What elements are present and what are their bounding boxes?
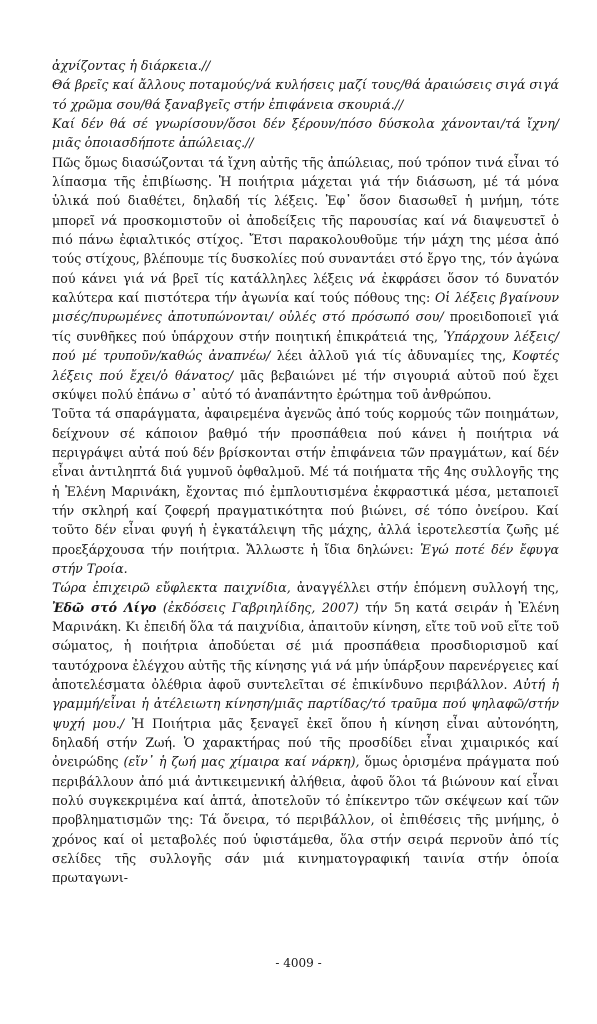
- italic-quote: (ἐκδόσεις Γαβριηλίδης, 2007): [156, 599, 359, 615]
- paragraph: [52, 404, 559, 578]
- italic-quote: Τώρα ἐπιχειρῶ εὔφλεκτα παιχνίδια,: [52, 580, 297, 596]
- italic-quote: Ὑπάρχουν λέξεις/πού μέ τρυποῦν/καθώς ἀναπνέω/: [52, 328, 559, 364]
- text-run: Ἡ Ποιήτρια μᾶς ξεναγεῖ ἐκεῖ ὅπου ἡ κίνηση εἶναι αὐτονόητη, δηλαδή στήν Ζωή. Ὁ χαρακτήρας πού τῆς προσδίδει εἶναι χιμαιρικός καί ὀνειρώδης: [52, 715, 559, 770]
- text-run: ἀναγγέλλει στήν ἑπόμενη συλλογή της,: [296, 580, 559, 596]
- paragraph: [52, 578, 559, 888]
- italic-quote: Κοφτές λέξεις πού ἔχει/ὁ θάνατος/: [52, 348, 559, 383]
- text-run: Τοῦτα τά σπαράγματα, ἀφαιρεμένα ἀγενῶς ἀπό τούς κορμούς τῶν ποιημάτων, δείχνουν σέ κάποιον βαθμό τήν προσπάθεια πού κάνει ἡ ποιήτρια νά περιγράψει αὐτά πού δέν βρίσκονται στήν ἐπιφάνεια τῶν πραγμάτων, καί δέν εἶναι ἀντιληπτά διά γυμνοῦ ὀφθαλμοῦ. Μέ τά ποιήματα τῆς 4ης συλλογῆς της ἡ Ἐλένη Μαρινάκη, ἔχοντας πιό ἐμπλουτισμένα ἐκφραστικά μέσα, μεταποιεῖ τήν σκληρή καί ζοφερή πραγματικότητα πού βιώνει, σέ τόπο ὀνείρου. Καί τοῦτο δέν εἶναι φυγή ἡ ἐγκατάλειψη τῆς μάχης, ἀλλά ἱεροτελεστία ζωῆς μέ προεξάρχουσα τήν ποιήτρια. Ἄλλωστε ἡ ἴδια δηλώνει:: [52, 406, 559, 557]
- body-text: [52, 56, 559, 888]
- page-number: - 4009 -: [275, 956, 322, 970]
- book-title: Ἐδῶ στό Λίγο: [52, 599, 157, 615]
- paragraph: [52, 56, 559, 75]
- text-run: λέει ἀλλοῦ γιά τίς ἀδυναμίες της,: [270, 348, 513, 364]
- text-run: μᾶς βεβαιώνει μέ τήν σιγουριά αὐτοῦ πού ἔχει σκύψει πολύ ἐπάνω σ᾽ αὐτό τό ἀναπάντητο ἐρώτημα τοῦ ἀνθρώπου.: [52, 367, 559, 402]
- paragraph: [52, 114, 559, 153]
- italic-quote: Οἱ λέξεις βγαίνουν μισές/πυρωμένες ἀποτυπώνονται/ οὐλές στό πρόσωπό σου/: [52, 290, 559, 325]
- text-run: προειδοποιεῖ γιά τίς συνθῆκες πού ὑπάρχουν στήν ποιητική ἐπικράτειά της,: [52, 309, 559, 344]
- paragraph: [52, 75, 559, 114]
- italic-quote: Αὐτή ἡ γραμμή/εἶναι ἡ ἀτέλειωτη κίνηση/μιᾶς παρτίδας/τό τραῦμα πού ψηλαφῶ/στήν ψυχή μου./: [52, 677, 560, 731]
- italic-quote: Θά βρεῖς καί ἄλλους ποταμούς/νά κυλήσεις μαζί τους/θά ἀραιώσεις σιγά σιγά τό χρῶμα σου/θά ξαναβγεῖς στήν ἐπιφάνεια σκουριά.//: [52, 77, 559, 112]
- italic-quote: ἀχνίζοντας ἡ διάρκεια.//: [52, 58, 211, 73]
- italic-quote: (εἴν᾽ ἡ ζωή μας χίμαιρα καί νάρκη),: [123, 754, 360, 770]
- italic-quote: Ἐγώ ποτέ δέν ἔφυγα στήν Τροία.: [52, 541, 559, 576]
- text-run: Πῶς ὅμως διασώζονται τά ἴχνη αὐτῆς τῆς ἀπώλειας, πού τρόπον τινά εἶναι τό λίπασμα τῆς ἐπιβίωσης. Ἡ ποιήτρια μάχεται γιά τήν διάσωση, μέ τά μόνα ὑλικά πού διαθέτει, δηλαδή τίς λέξεις. Ἐφ᾽ ὅσον διασωθεῖ ἡ μνήμη, τότε μπορεῖ νά προσκομιστοῦν οἱ ἀποδείξεις τῆς παρουσίας καί νά διαψευστεῖ ὁ πιό πάνω ἐφιαλτικός στίχος. Ἔτσι παρακολουθοῦμε τήν μάχη της μέσα ἀπό τούς στίχους, βλέπουμε τίς δυσκολίες πού συναντάει στό ἔργο της, τόν ἀγώνα πού κάνει γιά νά βρεῖ τίς κατάλληλες λέξεις νά ἐκφράσει ὅσον τό δυνατόν καλύτερα καί πιστότερα τήν ἀγωνία καί τούς πόθους της:: [52, 154, 559, 306]
- italic-quote: Καί δέν θά σέ γνωρίσουν/ὅσοι δέν ξέρουν/πόσο δύσκολα χάνονται/τά ἴχνη/μιᾶς ὁποιασδήποτε ἀπώλειας.//: [52, 116, 559, 151]
- text-run: τήν 5η κατά σειράν ἡ Ἐλένη Μαρινάκη. Κι ἐπειδή ὅλα τά παιχνίδια, ἀπαιτοῦν κίνηση, εἴτε τοῦ νοῦ εἴτε τοῦ σώματος, ἡ ποιήτρια ἀποδύεται σέ μιά προσπάθεια προσδιορισμοῦ καί ταυτόχρονα ἐλέγχου αὐτῆς τῆς κίνησης γιά νά μήν ὑπάρξουν παρενέργειες καί ἀποτελέσματα ὀλέθρια ἀφοῦ συντελεῖται σέ ἐπικίνδυνο περιβάλλον.: [52, 599, 560, 692]
- text-run: ὅμως ὁρισμένα πράγματα πού περιβάλλουν ἀπό μιά ἀντικειμενική ἀλήθεια, ἀφοῦ ὅλοι τά βιώνουν καί εἶναι πολύ συγκεκριμένα καί ἁπτά, ἀποτελοῦν τό ἐπίκεντρο τῶν σκέψεων καί τῶν προβληματισμῶν της: Τά ὄνειρα, τό περιβάλλον, οἱ ἐπιθέσεις τῆς μνήμης, ὁ χρόνος καί οἱ μεταβολές πού ὑφιστάμεθα, ὅλα στήν σειρά περνοῦν ἀπό τίς σελίδες τῆς συλλογῆς σάν μιά κινηματογραφική ταινία στήν ὁποία πρωταγωνι-: [52, 754, 559, 886]
- paragraph: [52, 153, 559, 404]
